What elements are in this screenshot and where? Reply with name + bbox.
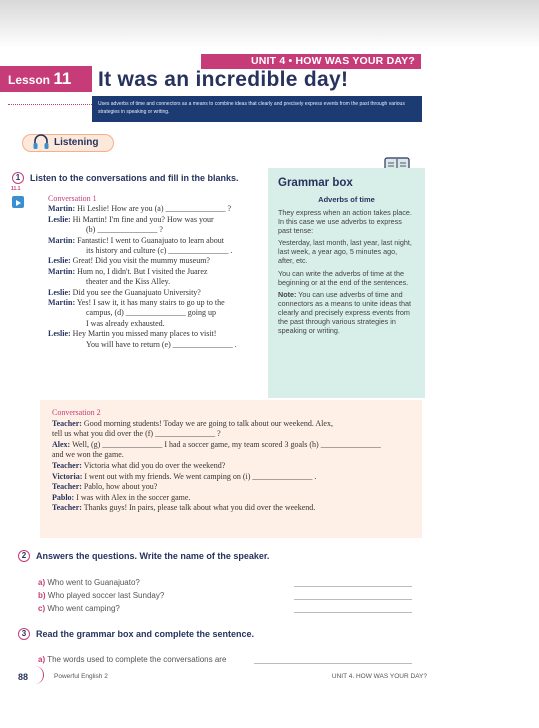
listening-label: Listening [54,137,99,148]
dialogue-line [52,440,410,451]
dialogue-line [52,461,410,472]
lesson-number: 11 [53,69,72,88]
dialogue-line [48,236,284,246]
conversation-2-heading: Conversation 2 [52,408,101,417]
speaker-name: Martin: [48,266,76,276]
grammar-paragraph: Yesterday, last month, last year, last night, last week, a year ago, 5 minutes ago, after, etc. [278,238,412,265]
question-letter: a) [38,655,46,664]
dialogue-line [48,288,284,298]
speaker-name: Teacher: [52,460,82,470]
speaker-name: Leslie: [48,329,71,339]
book-title: Powerful English 2 [54,673,108,680]
top-shadow [0,0,539,48]
dialogue-line [48,215,284,225]
dialogue-text: Pablo, how about you? [83,482,158,492]
dialogue-text: its history and culture (c) _______________ . [86,246,233,256]
dialogue-text: Fantastic! I went to Guanajuato to learn about [77,235,224,245]
speaker-name: Martin: [48,235,76,245]
dialogue-line [48,267,284,277]
dialogue-line [48,298,284,308]
dialogue-text: Well, (g) _______________ I had a soccer game, my team scored 3 goals (h) _______________ [72,439,381,449]
dialogue-text: tell us what you did over the (f) _______________ ? [52,429,221,439]
grammar-paragraph: You can write the adverbs of time at the beginning or at the end of the sentences. [278,268,409,287]
dialogue-text: Hey Martin you missed many places to visit! [72,329,217,339]
speaker-name: Leslie: [48,214,71,224]
dialogue-text: campus, (d) _______________ going up [86,308,216,318]
dialogue-line [52,419,410,430]
dialogue-line [48,319,284,329]
exercise-3-number: 3 [18,628,30,640]
dialogue-text: Victoria what did you do over the weekend? [83,460,226,470]
exercise-2-number: 2 [18,550,30,562]
dialogue-text: and we won the game. [52,450,124,460]
unit-banner: UNIT 4 • HOW WAS YOUR DAY? [201,54,421,69]
grammar-paragraph: They express when an action takes place. In this case we use adverbs to express past tense: [278,208,412,235]
dialogue-text: Hum no, I didn't. But I visited the Juarez [77,266,208,276]
dialogue-text: Thanks guys! In pairs, please talk about what you did over the weekend. [83,503,316,513]
dialogue-text: I was already exhausted. [86,318,165,328]
lesson-label: Lesson [8,73,51,87]
dialogue-line [48,340,284,350]
dialogue-line [52,472,410,483]
play-audio-icon[interactable] [12,196,24,208]
dialogue-line [52,450,410,461]
grammar-note-text: You can use adverbs of time and connectors as a means to unite ideas that clearly and precisely express events from the past through various strategies in speaking or writing. [278,290,412,335]
speaker-name: Teacher: [52,503,82,513]
conversation-2-lines [52,419,410,514]
conversation-1-heading: Conversation 1 [48,194,97,203]
speaker-name: Leslie: [48,287,71,297]
speaker-name: Teacher: [52,418,82,428]
dialogue-text: theater and the Kiss Alley. [86,277,171,287]
question-2a [38,578,140,587]
question-letter: c) [38,604,46,613]
speaker-name: Alex: [52,439,71,449]
dialogue-line [52,482,410,493]
dialogue-line [48,308,284,318]
dialogue-line [48,246,284,256]
question-text: Who went to Guanajuato? [47,578,140,587]
answer-line-3a[interactable] [254,663,412,664]
conversation-1-lines [48,204,284,350]
dialogue-text: Hi Martin! I'm fine and you? How was your [72,214,214,224]
speaker-name: Martin: [48,298,76,308]
conversation-1 [48,194,284,350]
footer-divider [30,666,44,684]
dialogue-text: Great! Did you visit the mummy museum? [72,256,210,266]
question-text: The words used to complete the conversations are [47,655,227,664]
dialogue-line [48,256,284,266]
grammar-box-title: Grammar box [278,177,353,189]
answer-line-2b[interactable] [294,599,412,600]
grammar-box-subtitle: Adverbs of time [318,195,375,204]
question-text: Who went camping? [47,604,120,613]
conversation-2 [40,400,422,538]
exercise-2-instruction: Answers the questions. Write the name of the speaker. [36,551,270,561]
lesson-badge [0,66,92,92]
dialogue-line [48,277,284,287]
speaker-name: Pablo: [52,492,75,502]
grammar-note [278,291,415,335]
question-text: Who played soccer last Sunday? [47,591,165,600]
exercise-3-instruction: Read the grammar box and complete the sentence. [36,629,255,639]
speaker-name: Teacher: [52,482,82,492]
answer-line-2c[interactable] [294,612,412,613]
dialogue-line [52,429,410,440]
audio-track-number: 11.1 [11,186,21,192]
dialogue-text: Hi Leslie! How are you (a) _______________ ? [77,204,232,214]
exercise-1-number: 1 [12,172,24,184]
grammar-box [268,168,425,398]
dotted-divider [8,104,92,105]
dialogue-text: I went out with my friends. We went camping on (i) _______________ . [84,471,317,481]
question-3a [38,655,226,664]
question-letter: a) [38,578,46,587]
headphones-icon [32,132,50,152]
dialogue-text: (b) _______________ ? [86,225,163,235]
speaker-name: Victoria: [52,471,83,481]
answer-line-2a[interactable] [294,586,412,587]
exercise-1-instruction: Listen to the conversations and fill in the blanks. [30,173,239,183]
question-letter: b) [38,591,46,600]
dialogue-line [48,204,284,214]
dialogue-line [48,329,284,339]
dialogue-text: You will have to return (e) _______________ . [86,339,237,349]
dialogue-text: Did you see the Guanajuato University? [72,287,201,297]
dialogue-text: Yes! I saw it, it has many stairs to go up to the [76,298,225,308]
question-2c [38,604,120,613]
learning-objective: Uses adverbs of time and connectors as a means to combine ideas that clearly and precisely express events from the past through various strategies in speaking or writing. [92,96,422,122]
question-2b [38,591,164,600]
dialogue-text: Good morning students! Today we are going to talk about our weekend. Alex, [83,418,333,428]
speaker-name: Martin: [48,204,76,214]
page-number: 88 [18,672,29,682]
dialogue-line [48,225,284,235]
grammar-note-label: Note: [278,290,297,300]
dialogue-line [52,493,410,504]
lesson-title: It was an incredible day! [98,68,349,91]
speaker-name: Leslie: [48,256,71,266]
dialogue-text: I was with Alex in the soccer game. [76,492,191,502]
footer-unit: UNIT 4. HOW WAS YOUR DAY? [331,673,427,680]
dialogue-line [52,503,410,514]
